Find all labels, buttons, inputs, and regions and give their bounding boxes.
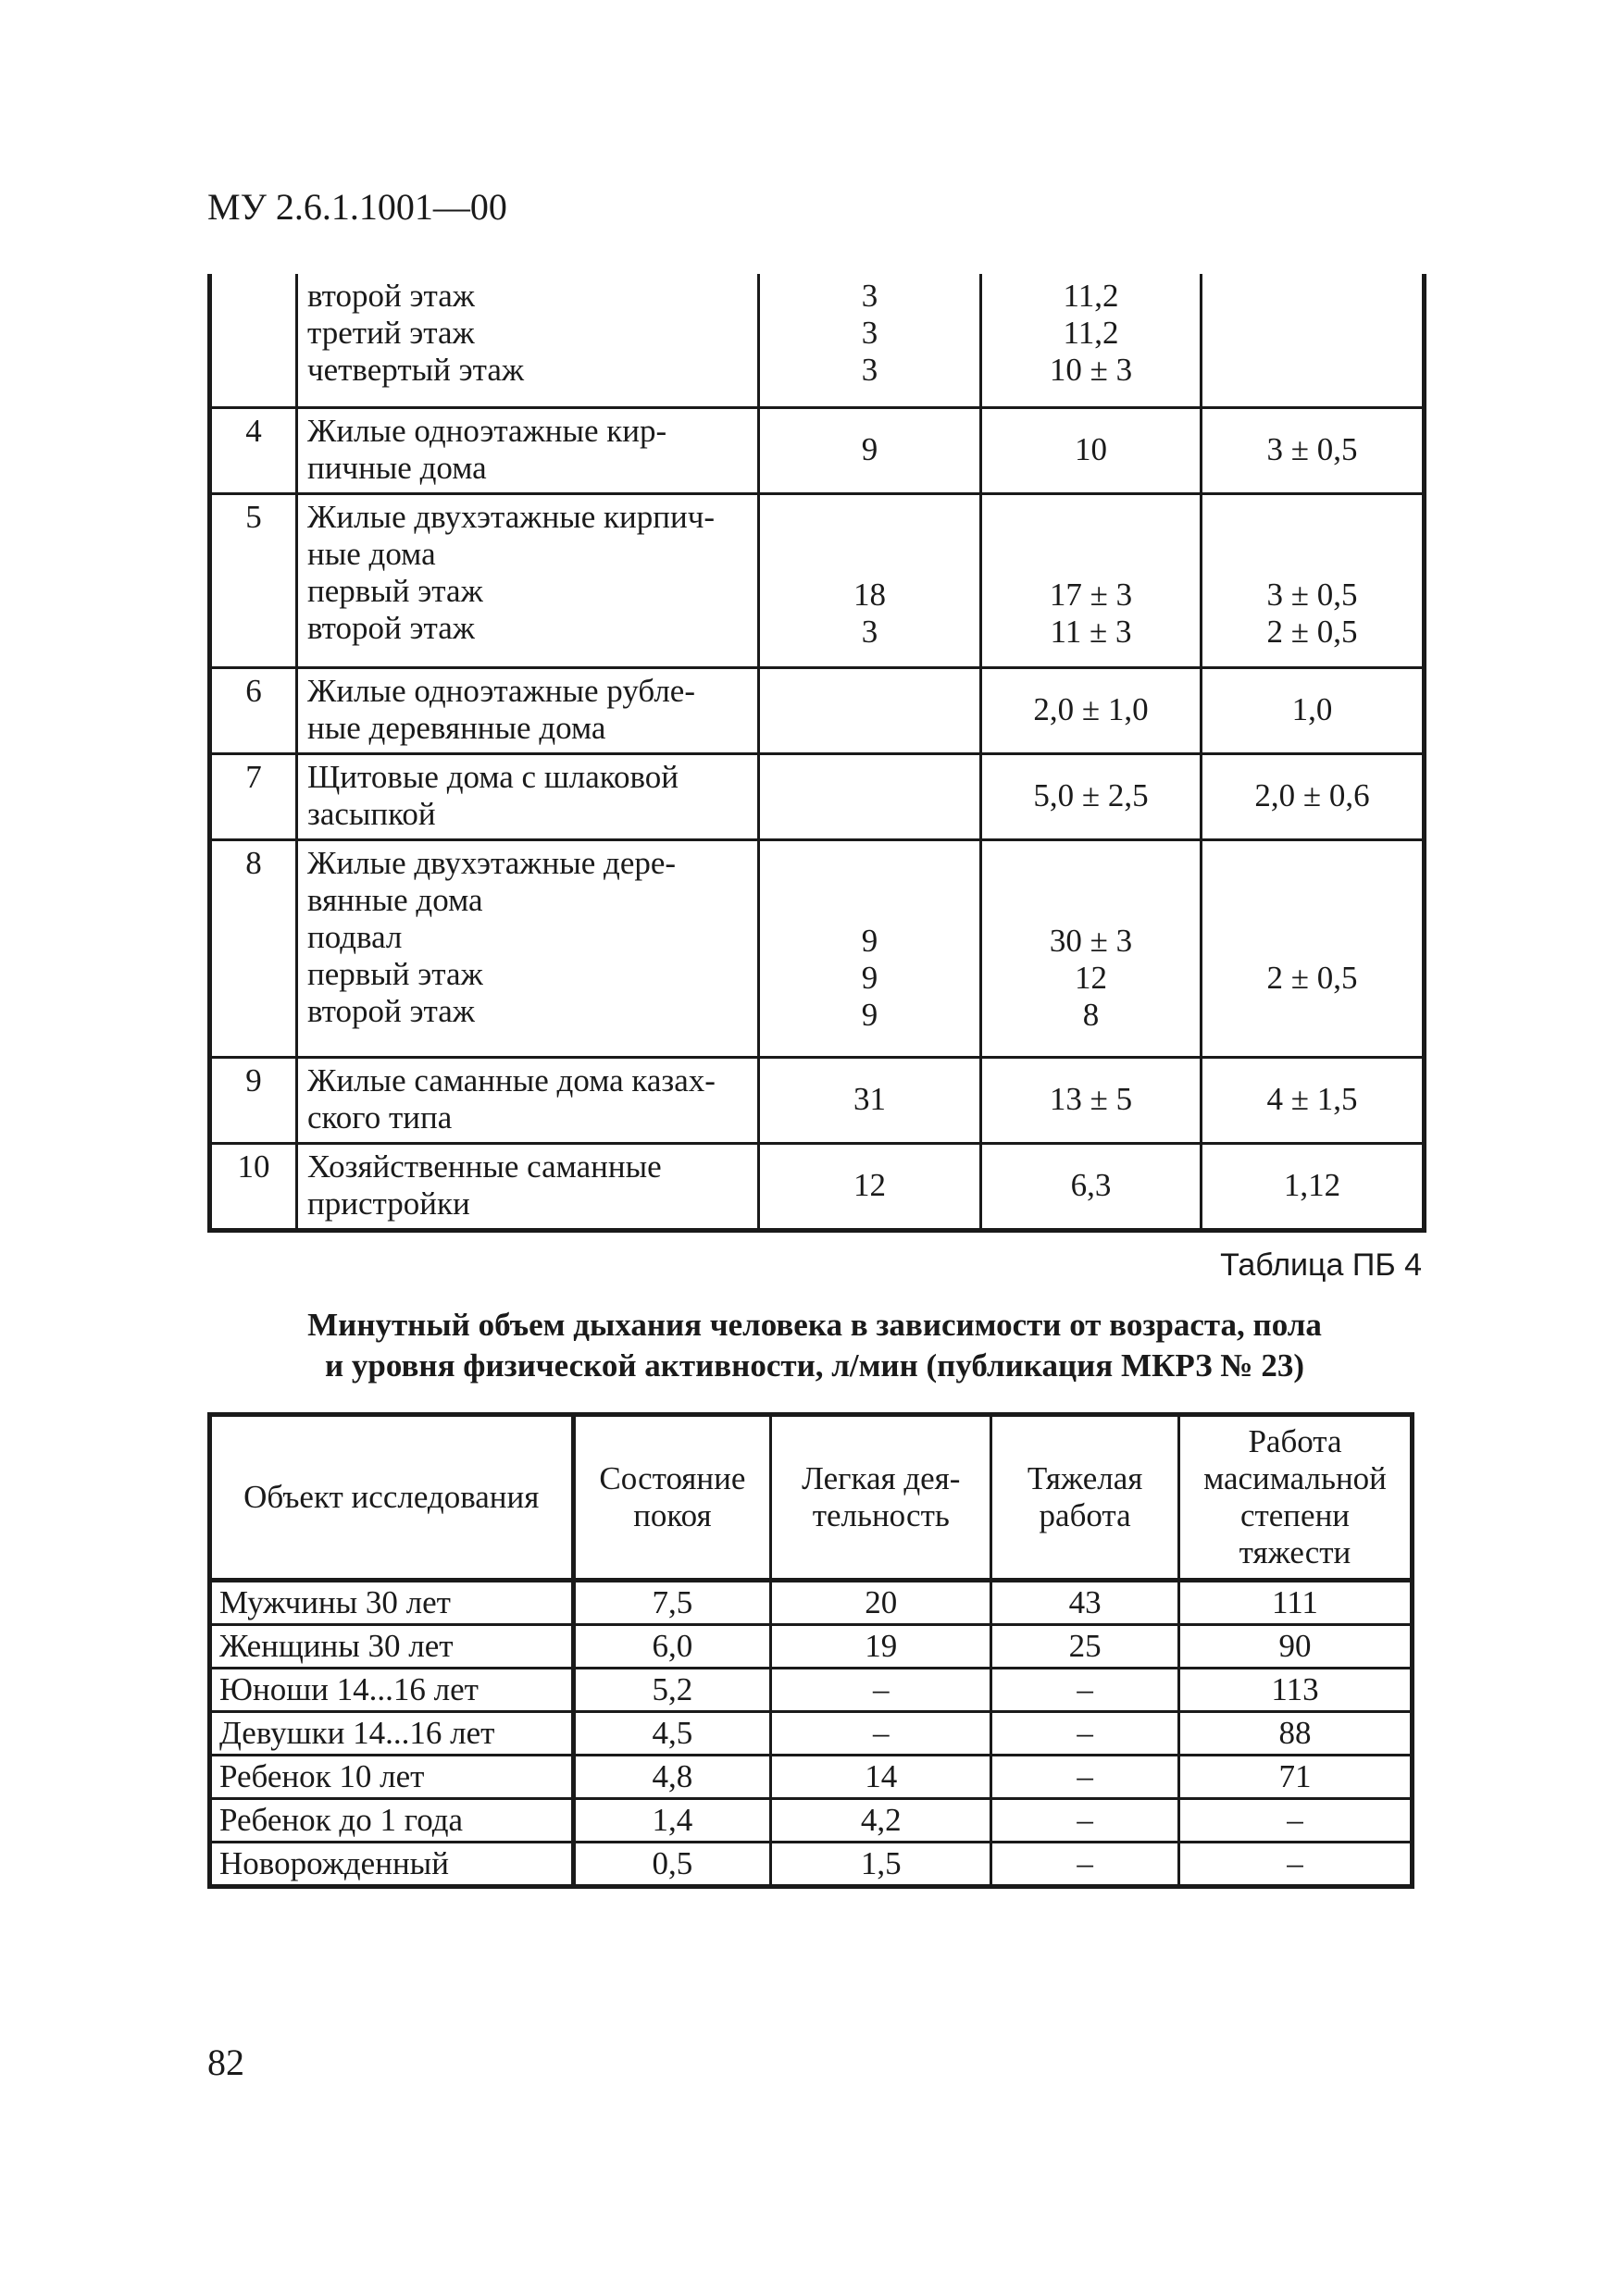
table-row (210, 1057, 1425, 1143)
table-row (210, 274, 1425, 407)
building-name: второй этаж (307, 992, 475, 1029)
table-row (210, 1669, 1413, 1712)
table-title-line: Минутный объем дыхания человека в зависимости от возраста, пола (307, 1307, 1322, 1343)
subject-cell: Девушки 14...16 лет (210, 1712, 574, 1756)
building-name: ные дома (307, 535, 436, 572)
concentration-value: 10 ± 3 (1049, 352, 1133, 388)
table-row (210, 1143, 1425, 1230)
value-cell: 7,5 (573, 1581, 771, 1625)
concentration-value: 8 (1082, 996, 1100, 1033)
table-title (207, 1305, 1422, 1386)
concentration-value: 12 (1075, 959, 1107, 996)
building-name: Жилые двухэтажные дере- (307, 844, 677, 881)
document-code: МУ 2.6.1.1001—00 (207, 186, 507, 228)
value-cell: 6,0 (573, 1625, 771, 1669)
value-cell: 71 (1178, 1756, 1412, 1799)
table-row (210, 1756, 1413, 1799)
count-value: 3 (861, 352, 878, 388)
building-name: ные деревянные дома (307, 709, 606, 746)
building-name: второй этаж (307, 609, 475, 646)
value-cell: 0,5 (573, 1843, 771, 1887)
subject-cell: Ребенок до 1 года (210, 1799, 574, 1843)
concentration-value: 5,0 ± 2,5 (981, 753, 1202, 839)
row-number: 4 (210, 407, 297, 493)
row-number: 6 (210, 667, 297, 753)
count-value: 3 (861, 278, 878, 314)
breathing-volume-table (207, 1412, 1414, 1889)
building-name: пристройки (307, 1185, 470, 1222)
building-name: Жилые одноэтажные кир- (307, 412, 667, 449)
value-cell: 90 (1178, 1625, 1412, 1669)
ratio-value: 1,0 (1202, 667, 1425, 753)
building-name: Жилые саманные дома казах- (307, 1061, 716, 1098)
building-name: подвал (307, 918, 403, 955)
value-cell: 4,8 (573, 1756, 771, 1799)
count-value: 3 (861, 613, 878, 650)
column-header: Легкая дея- тельность (771, 1415, 991, 1581)
building-name: Жилые одноэтажные рубле- (307, 672, 695, 709)
value-cell: 25 (991, 1625, 1179, 1669)
building-name: засыпкой (307, 795, 436, 832)
ratio-value: 2,0 ± 0,6 (1202, 753, 1425, 839)
value-cell: 20 (771, 1581, 991, 1625)
value-cell: 111 (1178, 1581, 1412, 1625)
concentration-value: 11 ± 3 (1050, 613, 1132, 650)
value-cell: – (771, 1712, 991, 1756)
concentration-value: 11,2 (1063, 278, 1119, 314)
concentration-value: 13 ± 5 (981, 1057, 1202, 1143)
value-cell: – (771, 1669, 991, 1712)
row-number: 7 (210, 753, 297, 839)
column-header: Работа масимальной степени тяжести (1178, 1415, 1412, 1581)
value-cell: – (991, 1669, 1179, 1712)
subject-cell: Женщины 30 лет (210, 1625, 574, 1669)
column-header: Состояние покоя (573, 1415, 771, 1581)
subject-cell: Ребенок 10 лет (210, 1756, 574, 1799)
table-row (210, 1625, 1413, 1669)
building-name: первый этаж (307, 572, 483, 609)
column-header: Тяжелая работа (991, 1415, 1179, 1581)
page-number: 82 (207, 2042, 244, 2083)
subject-cell: Мужчины 30 лет (210, 1581, 574, 1625)
value-cell: – (991, 1712, 1179, 1756)
value-cell: – (1178, 1799, 1412, 1843)
building-name: четвертый этаж (307, 352, 525, 388)
value-cell: 5,2 (573, 1669, 771, 1712)
table-header-row (210, 1415, 1413, 1581)
table-row (210, 493, 1425, 667)
ratio-value: 2 ± 0,5 (1266, 959, 1358, 996)
value-cell: – (991, 1843, 1179, 1887)
value-cell: 14 (771, 1756, 991, 1799)
radon-table-continuation (207, 274, 1426, 1233)
table-row (210, 1581, 1413, 1625)
value-cell: 4,2 (771, 1799, 991, 1843)
row-number: 5 (210, 493, 297, 667)
building-name: пичные дома (307, 449, 487, 486)
row-number: 10 (210, 1143, 297, 1230)
table-row (210, 667, 1425, 753)
subject-cell: Новорожденный (210, 1843, 574, 1887)
count-value: 12 (759, 1143, 981, 1230)
value-cell: – (1178, 1843, 1412, 1887)
concentration-value: 30 ± 3 (1049, 922, 1133, 959)
ratio-value: 4 ± 1,5 (1202, 1057, 1425, 1143)
count-value: 18 (853, 576, 886, 613)
concentration-value: 2,0 ± 1,0 (981, 667, 1202, 753)
column-header: Объект исследования (210, 1415, 574, 1581)
ratio-value: 3 ± 0,5 (1202, 407, 1425, 493)
table-caption: Таблица ПБ 4 (1220, 1247, 1422, 1283)
concentration-value: 17 ± 3 (1049, 576, 1133, 613)
count-value: 31 (759, 1057, 981, 1143)
row-number (210, 274, 297, 407)
table-row (210, 1843, 1413, 1887)
table-row (210, 753, 1425, 839)
building-name: второй этаж (307, 278, 475, 314)
table-row (210, 1712, 1413, 1756)
value-cell: 1,5 (771, 1843, 991, 1887)
ratio-value: 3 ± 0,5 (1266, 576, 1358, 613)
count-value: 9 (861, 959, 878, 996)
value-cell: 88 (1178, 1712, 1412, 1756)
count-value: 3 (861, 315, 878, 351)
count-value: 9 (861, 922, 878, 959)
value-cell: 4,5 (573, 1712, 771, 1756)
table-row (210, 1799, 1413, 1843)
table-row (210, 407, 1425, 493)
building-name: вянные дома (307, 881, 483, 918)
building-name: Хозяйственные саманные (307, 1148, 662, 1185)
building-name: третий этаж (307, 315, 475, 351)
value-cell: – (991, 1799, 1179, 1843)
table-row (210, 839, 1425, 1057)
value-cell: – (991, 1756, 1179, 1799)
value-cell: 19 (771, 1625, 991, 1669)
count-value: 9 (861, 996, 878, 1033)
concentration-value: 11,2 (1063, 315, 1119, 351)
concentration-value: 10 (981, 407, 1202, 493)
building-name: первый этаж (307, 955, 483, 992)
row-number: 8 (210, 839, 297, 1057)
building-name: Жилые двухэтажные кирпич- (307, 498, 715, 535)
ratio-value: 1,12 (1202, 1143, 1425, 1230)
table-title-line: и уровня физической активности, л/мин (публикация МКРЗ № 23) (325, 1347, 1304, 1384)
count-value: 9 (759, 407, 981, 493)
ratio-value: 2 ± 0,5 (1266, 613, 1358, 650)
building-name: Щитовые дома с шлаковой (307, 758, 679, 795)
concentration-value: 6,3 (981, 1143, 1202, 1230)
subject-cell: Юноши 14...16 лет (210, 1669, 574, 1712)
building-name: ского типа (307, 1098, 453, 1136)
value-cell: 43 (991, 1581, 1179, 1625)
value-cell: 1,4 (573, 1799, 771, 1843)
value-cell: 113 (1178, 1669, 1412, 1712)
row-number: 9 (210, 1057, 297, 1143)
